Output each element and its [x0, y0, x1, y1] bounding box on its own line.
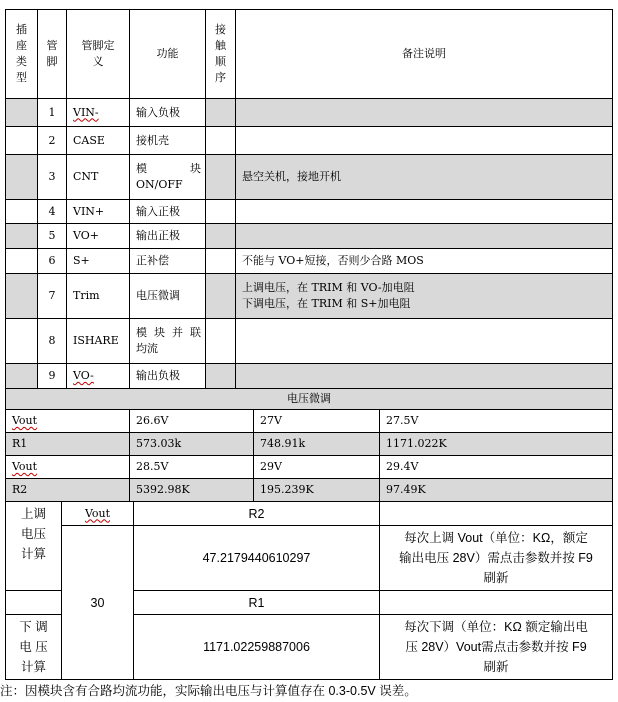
pin-7-remark: 上调电压，在 TRIM 和 VO-加电阻 下调电压，在 TRIM 和 S+加电阻 — [235, 273, 613, 319]
header-remarks: 备注说明 — [235, 9, 613, 99]
r1-label: R1 — [133, 590, 380, 615]
pin-7-number: 7 — [37, 273, 67, 319]
pin-5-remark — [235, 223, 613, 249]
pin-9-number: 9 — [37, 363, 67, 389]
up-adjust-label: 上调 电压 计算 — [5, 501, 62, 591]
pin-6-number: 6 — [37, 248, 67, 274]
pin-8-number: 8 — [37, 318, 67, 364]
pin-9-contact — [205, 363, 236, 389]
pin-3-socket — [5, 154, 38, 200]
pin-1-function: 输入负极 — [129, 98, 206, 127]
pin-2-definition: CASE — [66, 126, 130, 155]
pin-9-definition: VO- — [66, 363, 130, 389]
pin-9-socket — [5, 363, 38, 389]
vout-label: Vout — [61, 501, 134, 526]
pin-8-socket — [5, 318, 38, 364]
trim-row-4-value-1: 5392.98K — [129, 478, 254, 502]
pin-4-definition: VIN+ — [66, 199, 130, 224]
pin-9-remark — [235, 363, 613, 389]
trim-row-2-value-2: 748.91k — [253, 432, 380, 456]
down-adjust-label: 下 调 电 压 计算 — [5, 614, 62, 680]
pin-1-socket — [5, 98, 38, 127]
pin-8-definition: ISHARE — [66, 318, 130, 364]
pin-6-remark: 不能与 VO+短接，否则少合路 MOS — [235, 248, 613, 274]
trim-row-1-value-2: 27V — [253, 409, 380, 433]
pin-5-contact — [205, 223, 236, 249]
header-pin-definition: 管脚定 义 — [66, 9, 130, 99]
pin-5-definition: VO+ — [66, 223, 130, 249]
down-note: 每次下调（单位：KΩ 额定输出电 压 28V）Vout需点击参数并按 F9 刷新 — [379, 614, 613, 680]
trim-row-1-label: Vout — [5, 409, 130, 433]
header-pin: 管 脚 — [37, 9, 67, 99]
header-socket-type: 插 座 类 型 — [5, 9, 38, 99]
pin-7-contact — [205, 273, 236, 319]
trim-row-2-value-1: 573.03k — [129, 432, 254, 456]
pin-7-definition: Trim — [66, 273, 130, 319]
trim-row-3-label: Vout — [5, 455, 130, 479]
header-function: 功能 — [129, 9, 206, 99]
trim-row-2-label: R1 — [5, 432, 130, 456]
r2-value: 47.2179440610297 — [133, 525, 380, 591]
down-adjust-spacer — [5, 590, 62, 615]
pin-8-remark — [235, 318, 613, 364]
pin-2-contact — [205, 126, 236, 155]
vout-input[interactable]: 30 — [61, 525, 134, 680]
trim-row-4-label: R2 — [5, 478, 130, 502]
trim-row-4-value-2: 195.239K — [253, 478, 380, 502]
pin-3-number: 3 — [37, 154, 67, 200]
r1-value: 1171.02259887006 — [133, 614, 380, 680]
up-note-header — [379, 501, 613, 526]
pin-4-number: 4 — [37, 199, 67, 224]
pin-2-remark — [235, 126, 613, 155]
header-contact-order: 接 触 顺 序 — [205, 9, 236, 99]
trim-section-title: 电压微调 — [5, 388, 613, 410]
pin-2-function: 接机壳 — [129, 126, 206, 155]
pin-5-function: 输出正极 — [129, 223, 206, 249]
pin-6-socket — [5, 248, 38, 274]
trim-row-3-value-3: 29.4V — [379, 455, 613, 479]
pin-2-number: 2 — [37, 126, 67, 155]
pin-3-remark: 悬空关机，接地开机 — [235, 154, 613, 200]
pin-7-socket — [5, 273, 38, 319]
trim-row-3-value-2: 29V — [253, 455, 380, 479]
pin-8-contact — [205, 318, 236, 364]
pin-4-contact — [205, 199, 236, 224]
pin-1-definition: VIN- — [66, 98, 130, 127]
pin-3-function: 模 块 ON/OFF — [129, 154, 206, 200]
trim-row-2-value-3: 1171.022K — [379, 432, 613, 456]
trim-row-4-value-3: 97.49K — [379, 478, 613, 502]
trim-row-1-value-1: 26.6V — [129, 409, 254, 433]
r2-label: R2 — [133, 501, 380, 526]
pin-5-socket — [5, 223, 38, 249]
trim-row-1-value-3: 27.5V — [379, 409, 613, 433]
pin-1-remark — [235, 98, 613, 127]
footnote: 注：因模块含有合路均流功能，实际输出电压与计算值存在 0.3-0.5V 误差。 — [0, 684, 417, 698]
pin-6-contact — [205, 248, 236, 274]
up-note: 每次上调 Vout（单位：KΩ，额定 输出电压 28V）需点击参数并按 F9 刷新 — [379, 525, 613, 591]
pin-9-function: 输出负极 — [129, 363, 206, 389]
trim-row-3-value-1: 28.5V — [129, 455, 254, 479]
pin-4-remark — [235, 199, 613, 224]
pin-1-number: 1 — [37, 98, 67, 127]
pin-5-number: 5 — [37, 223, 67, 249]
pin-3-contact — [205, 154, 236, 200]
pin-1-contact — [205, 98, 236, 127]
pin-7-function: 电压微调 — [129, 273, 206, 319]
pin-8-function: 模块并联 均流 — [129, 318, 206, 364]
down-note-header — [379, 590, 613, 615]
pin-6-definition: S+ — [66, 248, 130, 274]
pin-4-function: 输入正极 — [129, 199, 206, 224]
pin-6-function: 正补偿 — [129, 248, 206, 274]
pin-3-definition: CNT — [66, 154, 130, 200]
pin-2-socket — [5, 126, 38, 155]
pin-4-socket — [5, 199, 38, 224]
